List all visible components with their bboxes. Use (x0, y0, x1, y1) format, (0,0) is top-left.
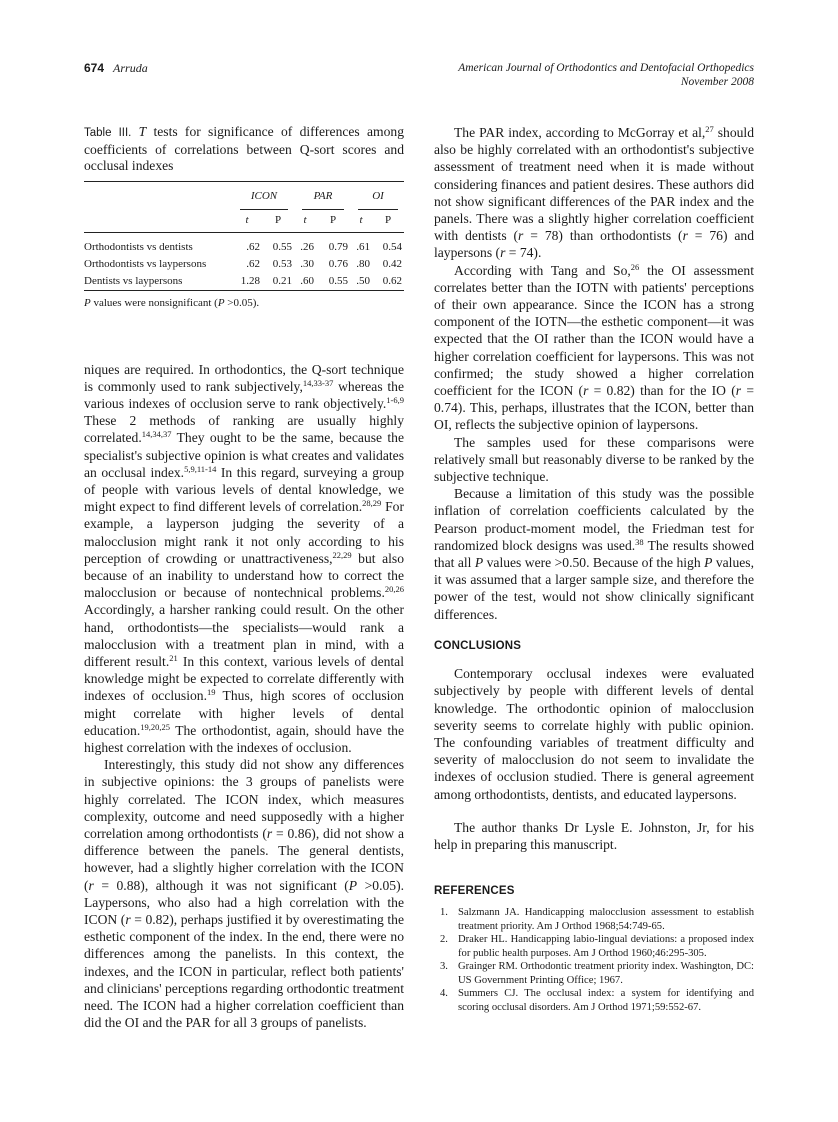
paragraph: The samples used for these comparisons were relatively small but reasonably diverse to be ranked by the subjective technique. (434, 434, 754, 485)
running-head-left (84, 61, 148, 76)
table-label: Table III. (84, 127, 132, 139)
paragraph: niques are required. In orthodontics, the Q-sort technique is commonly used to rank subjectively,$^{14,33-37}$ whereas the various indexes of occlusion serve to rank objectively.$^{1-6,9}$ These 2 methods of ranking are usually highly correlated.$^{14,34,37}$ They ought to be the same, because the specialist's subjective opinion is what creates and validates an occlusal index.$^{5,9,11-14}$ In this regard, surveying a group of people with various levels of dental knowledge, we might expect to find different levels of correlation.$^{28,29}$ For example, a layperson judging the severity of a malocclusion might rank it not only according to his perception of crowding or unattractiveness,$^{22,29}$ but also because of an inability to understand how to correct the malocclusion or because of nontechnical problems.$^{20,26}$ Accordingly, a harsher ranking could result. On the other hand, orthodontists—the specialists—would rank a malocclusion with a treatment plan in mind, with a different result.$^{21}$ In this context, various levels of dental knowledge might be expected to correlate differently with indexes of occlusion.$^{19}$ Thus, high scores of occlusion might correlate with higher levels of dental education.$^{19,20,25}$ The orthodontist, again, should have the highest correlation with the indexes of occlusion. (84, 361, 405, 755)
conclusions-paragraph: Contemporary occlusal indexes were evaluated subjectively by people with different levels of dental knowledge. The orthodontic opinion of malocclusion severity seems to correlate highly with public opinion. The confounding variables of treatment difficulty and severity of malocclusion do not seem to invalidate the indexes of occlusion studied. There is general agreement among orthodontists, dentists, and educated laypersons. (434, 666, 754, 802)
conclusions-heading: CONCLUSIONS (434, 639, 522, 652)
paragraph: According with Tang and So,$^{26}$ the OI assessment correlates better than the IOTN with patients' perceptions of their own appearance. Since the ICON has a strong component of the IOTN—the esthetic component—it was expected that the OI rather than the ICON would have a higher correlation coefficient for laypersons. This was not confirmed; the study showed a higher correlation coefficient for the ICON (r = 0.82) than for the IO (r = 0.74). This, perhaps, illustrates that the ICON, better than OI, reflects the subjective opinion of laypersons. (434, 261, 754, 433)
left-column (84, 124, 404, 1031)
running-head (84, 61, 754, 93)
col-header: P (274, 214, 282, 227)
reference-item: 4. Summers CJ. The occlusal index: a system for identifying and scoring occlusal disorders. Am J Orthod 1971;59:552-67. (440, 988, 754, 1013)
col-group-icon: ICON (232, 188, 294, 210)
col-header: t (245, 214, 249, 227)
left-body (84, 361, 404, 1032)
col-header: P (384, 214, 392, 227)
running-head-right (458, 61, 754, 89)
table-footnote: P values were nonsignificant (P >0.05). (84, 297, 260, 310)
col-header: P (329, 214, 337, 227)
col-header: t (303, 214, 307, 227)
journal-title: American Journal of Orthodontics and Dentofacial Orthopedics (458, 62, 754, 74)
table-iii (84, 124, 404, 313)
table-row: Orthodontists vs dentists .62 0.55 .26 0.79 .61 0.54 (84, 240, 402, 253)
col-group-oi: OI (350, 188, 404, 210)
reference-item: 3. Grainger RM. Orthodontic treatment priority index. Washington, DC: US Government Printing Office; 1967. (440, 961, 754, 986)
reference-item: 2. Draker HL. Handicapping labio-lingual deviations: a proposed index for public health purposes. Am J Orthod 1960;46:295-305. (440, 934, 754, 959)
running-head-author: Arruda (113, 61, 148, 75)
issue-date: November 2008 (680, 76, 754, 88)
table-row: Orthodontists vs laypersons .62 0.53 .30 0.76 .80 0.42 (84, 257, 402, 270)
col-header: t (359, 214, 363, 227)
references-list (434, 906, 754, 1014)
paragraph: The PAR index, according to McGorray et al,$^{27}$ should also be highly correlated with an orthodontist's subjective assessment of treatment need when it is made without considering finances and patient desires. These authors did not show significant differences of the PAR index and the panels. There was a slightly higher correlation coefficient with dentists (r = 78) than orthodontists (r = 76) and laypersons (r = 74). (434, 124, 754, 261)
reference-item: 1. Salzmann JA. Handicapping malocclusion assessment to establish treatment priority. Am J Orthod 1968;54:749-65. (440, 907, 754, 932)
table-caption: Table III. T tests for significance of differences among coefficients of correlations between Q-sort scores and occlusal indexes (84, 124, 404, 173)
page-number: 674 (84, 61, 105, 75)
paragraph: Because a limitation of this study was the possible inflation of correlation coefficients calculated by the Pearson product-moment model, the Friedman test for randomized block designs was used.$^{38}$ The results showed that all P values were >0.50. Because of the high P values, it was assumed that a larger sample size, and therefore the power of the test, would not show clinically significant differences. (434, 486, 755, 622)
acknowledgment: The author thanks Dr Lysle E. Johnston, Jr, for his help in preparing this manuscript. (434, 819, 754, 852)
stats-table (84, 181, 404, 296)
right-column (434, 124, 754, 1014)
table-row: Dentists vs laypersons 1.28 0.21 .60 0.55 .50 0.62 (84, 275, 402, 288)
paragraph: Interestingly, this study did not show any differences in subjective opinions: the 3 groups of panelists were highly correlated. The ICON index, which measures complexity, outcome and need supposedly with a higher correlation among orthodontists (r = 0.86), did not show a difference between the panels. The general dentists, however, had a slightly higher correlation with the ICON (r = 0.88), although it was not significant (P >0.05). Laypersons, who also had a high correlation with the ICON (r = 0.82), perhaps justified it by overestimating the esthetic component of the index. In the end, there were no differences among the panelists. In this context, the indexes, and the ICON in particular, reflect both patients' and clinicians' perceptions regarding orthodontic treatment need. The ICON had a higher correlation coefficient than did the OI and the PAR for all 3 groups of panelists. (84, 757, 405, 1031)
references-heading: REFERENCES (434, 885, 515, 898)
col-group-par: PAR (294, 188, 350, 210)
